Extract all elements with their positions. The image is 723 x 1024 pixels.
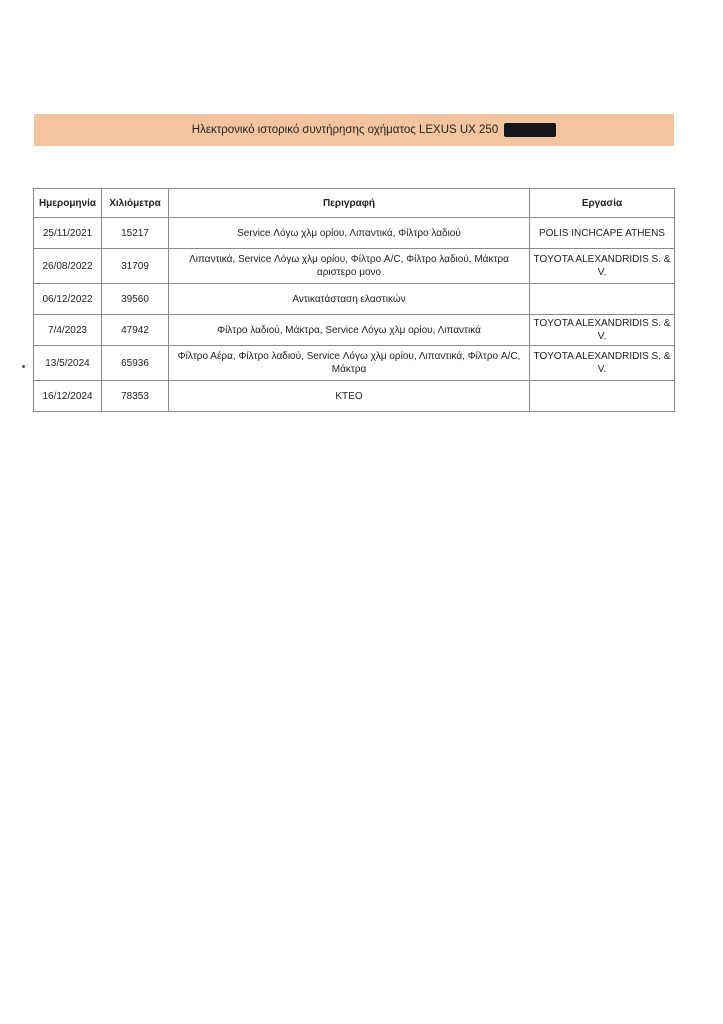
cell-date: 7/4/2023 — [34, 315, 102, 346]
cell-workshop: POLIS INCHCAPE ATHENS — [530, 218, 675, 249]
header-km: Χιλιόμετρα — [102, 189, 169, 218]
title-wrap — [192, 123, 556, 137]
table-row — [34, 315, 675, 346]
cell-date: 26/08/2022 — [34, 249, 102, 284]
table-row — [34, 218, 675, 249]
cell-workshop: TOYOTA ALEXANDRIDIS S. & V. — [530, 315, 675, 346]
cell-workshop: TOYOTA ALEXANDRIDIS S. & V. — [530, 249, 675, 284]
cell-km: 78353 — [102, 381, 169, 412]
redacted-plate-number — [504, 123, 556, 137]
header-workshop: Εργασία — [530, 189, 675, 218]
cell-date: 06/12/2022 — [34, 284, 102, 315]
cell-description: Φίλτρο λαδιού, Μάκτρα, Service Λόγω χλμ ορίου, Λιπαντικά — [169, 315, 530, 346]
table-row — [34, 346, 675, 381]
table-header-row — [34, 189, 675, 218]
cell-description: Αντικατάσταση ελαστικών — [169, 284, 530, 315]
header-date: Ημερομηνία — [34, 189, 102, 218]
cell-workshop: TOYOTA ALEXANDRIDIS S. & V. — [530, 346, 675, 381]
cell-km: 47942 — [102, 315, 169, 346]
cell-description: Service Λόγω χλμ ορίου, Λιπαντικά, Φίλτρο λαδιού — [169, 218, 530, 249]
cell-km: 65936 — [102, 346, 169, 381]
table-row — [34, 249, 675, 284]
cell-description: Λιπαντικά, Service Λόγω χλμ ορίου, Φίλτρο A/C, Φίλτρο λαδιού, Μάκτρα αριστερο μονο — [169, 249, 530, 284]
table-row — [34, 284, 675, 315]
cell-date: 13/5/2024 — [34, 346, 102, 381]
title-banner — [34, 114, 674, 146]
cell-km: 15217 — [102, 218, 169, 249]
cell-workshop — [530, 284, 675, 315]
cell-km: 39560 — [102, 284, 169, 315]
scan-speck — [22, 365, 25, 368]
cell-workshop — [530, 381, 675, 412]
cell-km: 31709 — [102, 249, 169, 284]
maintenance-history-table — [33, 188, 675, 412]
cell-description: ΚΤΕΟ — [169, 381, 530, 412]
table-row — [34, 381, 675, 412]
cell-description: Φίλτρο Αέρα, Φίλτρο λαδιού, Service Λόγω χλμ ορίου, Λιπαντικά, Φίλτρο A/C, Μάκτρα — [169, 346, 530, 381]
document-title: Ηλεκτρονικό ιστορικό συντήρησης οχήματος LEXUS UX 250 — [191, 124, 499, 136]
header-description: Περιγραφή — [169, 189, 530, 218]
cell-date: 25/11/2021 — [34, 218, 102, 249]
cell-date: 16/12/2024 — [34, 381, 102, 412]
